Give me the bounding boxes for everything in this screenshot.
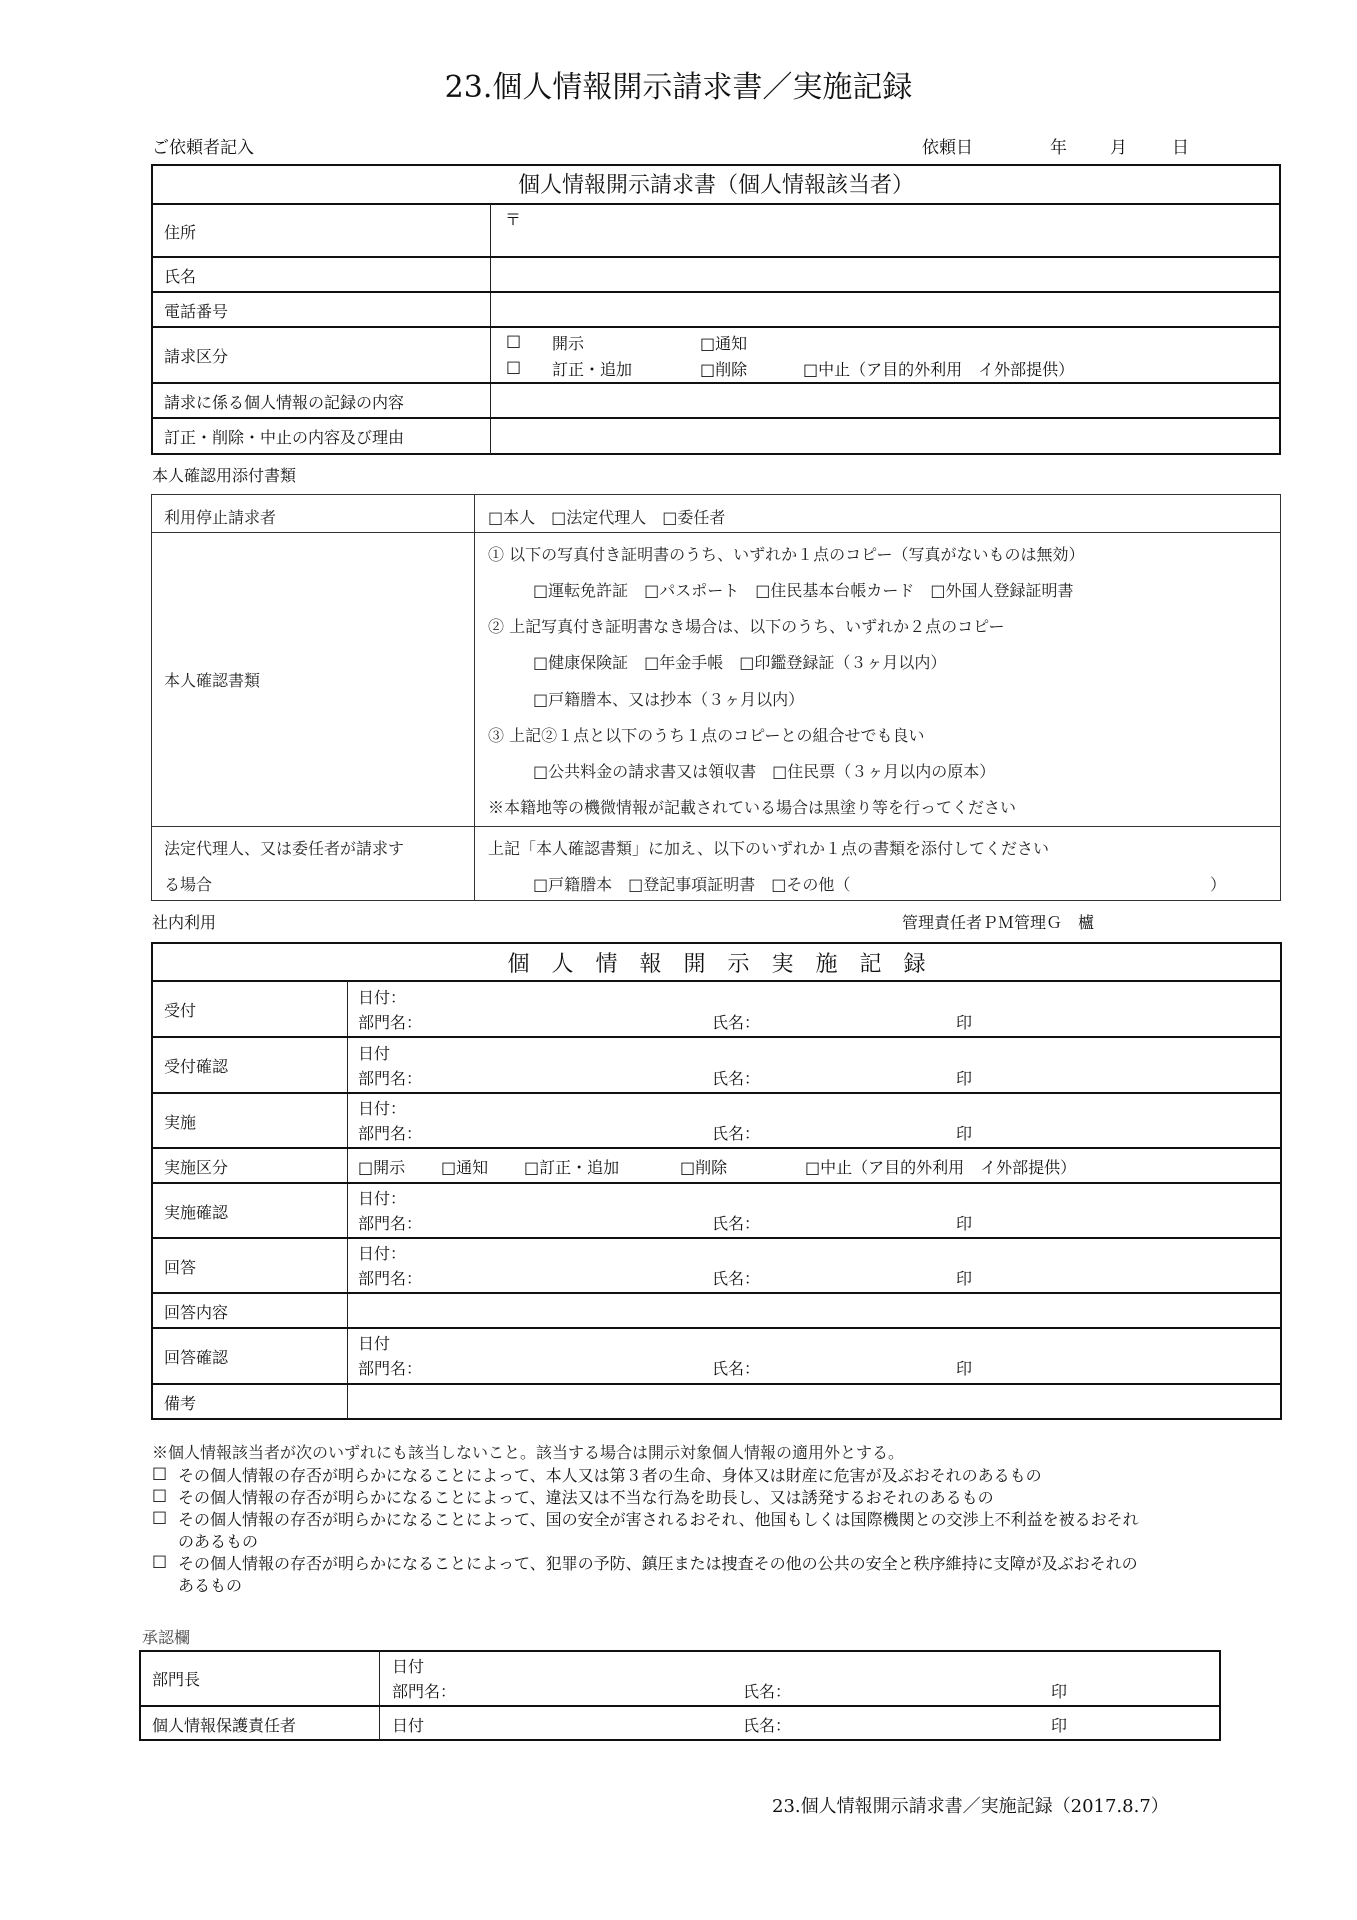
internal-use-heading: 社内利用 — [152, 913, 217, 932]
date-field[interactable]: 日付 — [392, 1657, 425, 1676]
record-table-title: 個 人 情 報 開 示 実 施 記 録 — [507, 952, 926, 977]
proxy-instruction: 上記「本人確認書類」に加え、以下のいずれか１点の書類を添付してください — [488, 839, 1049, 858]
remarks-field[interactable] — [352, 1387, 1277, 1416]
proxy-label-line2: る場合 — [164, 875, 213, 894]
date-field[interactable]: 日付： — [358, 1099, 407, 1118]
request-date-label: 依頼日 — [922, 138, 973, 158]
name-field[interactable]: 氏名： — [712, 1269, 761, 1288]
note-checkbox[interactable]: □ — [152, 1463, 168, 1482]
identity-docs-heading: 本人確認用添付書類 — [152, 466, 297, 485]
divider — [139, 1705, 1221, 1707]
name-field[interactable]: 氏名： — [743, 1716, 792, 1735]
id-doc-rule-3: ③ 上記②１点と以下のうち１点のコピーとの組合せでも良い — [488, 726, 925, 745]
date-field[interactable]: 日付： — [358, 1189, 407, 1208]
divider — [151, 1292, 1282, 1294]
seal-mark: 印 — [956, 1269, 973, 1288]
row-label-execution-confirm: 実施確認 — [164, 1203, 229, 1222]
checkbox-correct[interactable]: □ — [506, 357, 522, 376]
checkbox-suspend[interactable]: □中止（ア目的外利用 イ外部提供） — [803, 360, 1075, 379]
note-item-3: その個人情報の存否が明らかになることによって、国の安全が害されるおそれ、他国もしくは国際機関との交渉上不利益を被るおそれ — [178, 1510, 1139, 1529]
request-date-month[interactable]: 月 — [1110, 138, 1127, 158]
divider — [151, 1092, 1282, 1094]
requester-type-options[interactable]: □本人 □法定代理人 □委任者 — [488, 508, 726, 527]
dept-field[interactable]: 部門名： — [392, 1682, 457, 1701]
date-field[interactable]: 日付 — [392, 1716, 425, 1735]
divider — [347, 981, 348, 1419]
date-field[interactable]: 日付 — [358, 1044, 391, 1063]
seal-mark: 印 — [956, 1214, 973, 1233]
dept-field[interactable]: 部門名： — [358, 1269, 423, 1288]
id-doc-options-1[interactable]: □運転免許証 □パスポート □住民基本台帳カード □外国人登録証明書 — [533, 581, 1074, 600]
row-label-response-confirm: 回答確認 — [164, 1348, 229, 1367]
divider — [151, 1327, 1282, 1329]
name-field[interactable]: 氏名： — [712, 1013, 761, 1032]
row-label-execution-type: 実施区分 — [164, 1158, 229, 1177]
seal-mark: 印 — [1051, 1716, 1068, 1735]
id-doc-rule-1: ① 以下の写真付き証明書のうち、いずれか１点のコピー（写真がないものは無効） — [488, 545, 1085, 564]
note-item-2: その個人情報の存否が明らかになることによって、違法又は不当な行為を助長し、又は誘発するおそれのあるもの — [178, 1488, 994, 1507]
correction-reason-label: 訂正・削除・中止の内容及び理由 — [164, 428, 405, 447]
divider — [151, 532, 1281, 533]
request-table-title: 個人情報開示請求書（個人情報該当者） — [517, 173, 914, 198]
document-footer: 23.個人情報開示請求書／実施記録（2017.8.7） — [772, 1796, 1169, 1817]
manager-label: 管理責任者ＰＭ管理Ｇ 櫨 — [902, 913, 1095, 932]
checkbox-exec-disclose[interactable]: □開示 — [358, 1158, 406, 1177]
dept-field[interactable]: 部門名： — [358, 1013, 423, 1032]
seal-mark: 印 — [956, 1124, 973, 1143]
divider — [151, 256, 1281, 258]
id-doc-options-2b[interactable]: □戸籍謄本、又は抄本（３ヶ月以内） — [533, 690, 805, 709]
approval-dept-head-label: 部門長 — [152, 1670, 201, 1689]
date-field[interactable]: 日付： — [358, 988, 407, 1007]
divider — [151, 326, 1281, 328]
id-doc-options-2a[interactable]: □健康保険証 □年金手帳 □印鑑登録証（３ヶ月以内） — [533, 653, 947, 672]
name-field[interactable]: 氏名： — [712, 1124, 761, 1143]
proxy-other-close: ） — [1210, 875, 1227, 894]
row-label-reception: 受付 — [164, 1001, 197, 1020]
checkbox-exec-suspend[interactable]: □中止（ア目的外利用 イ外部提供） — [805, 1158, 1077, 1177]
requester-entry-label: ご依頼者記入 — [152, 138, 254, 158]
requester-type-label: 利用停止請求者 — [164, 508, 277, 527]
divider — [151, 382, 1281, 384]
notes-intro: ※個人情報該当者が次のいずれにも該当しないこと。該当する場合は開示対象個人情報の適用外とする。 — [152, 1443, 905, 1462]
divider — [151, 1237, 1282, 1239]
note-item-3-cont: のあるもの — [178, 1532, 259, 1551]
seal-mark: 印 — [956, 1013, 973, 1032]
dept-field[interactable]: 部門名： — [358, 1359, 423, 1378]
checkbox-disclose[interactable]: □ — [506, 331, 522, 350]
id-doc-note: ※本籍地等の機微情報が記載されている場合は黒塗り等を行ってください — [488, 798, 1017, 817]
divider — [379, 1651, 380, 1740]
divider — [151, 417, 1281, 419]
divider — [151, 1036, 1282, 1038]
request-type-label: 請求区分 — [164, 347, 229, 366]
name-field[interactable]: 氏名： — [743, 1682, 792, 1701]
row-label-remarks: 備考 — [164, 1394, 197, 1413]
proxy-doc-options[interactable]: □戸籍謄本 □登記事項証明書 □その他（ — [533, 875, 851, 894]
seal-mark: 印 — [956, 1359, 973, 1378]
checkbox-exec-notify[interactable]: □通知 — [441, 1158, 489, 1177]
option-disclose-label: 開示 — [552, 334, 585, 353]
divider — [151, 291, 1281, 293]
divider — [151, 826, 1281, 827]
phone-label: 電話番号 — [164, 302, 229, 321]
divider — [474, 495, 475, 900]
checkbox-exec-correct[interactable]: □訂正・追加 — [524, 1158, 620, 1177]
note-item-4-cont: あるもの — [178, 1576, 243, 1595]
divider — [151, 980, 1282, 982]
row-label-response-content: 回答内容 — [164, 1303, 229, 1322]
name-field[interactable]: 氏名： — [712, 1069, 761, 1088]
note-item-4: その個人情報の存否が明らかになることによって、犯罪の予防、鎮圧または捜査その他の公共の安全と秩序維持に支障が及ぶおそれの — [178, 1554, 1138, 1573]
checkbox-delete[interactable]: □削除 — [700, 360, 748, 379]
approval-privacy-officer-label: 個人情報保護責任者 — [152, 1716, 297, 1735]
checkbox-exec-delete[interactable]: □削除 — [680, 1158, 728, 1177]
dept-field[interactable]: 部門名： — [358, 1124, 423, 1143]
divider — [151, 1147, 1282, 1149]
option-correct-label: 訂正・追加 — [552, 360, 633, 379]
divider — [151, 203, 1281, 205]
note-checkbox[interactable]: □ — [152, 1551, 168, 1570]
request-date-day[interactable]: 日 — [1172, 138, 1189, 158]
dept-field[interactable]: 部門名： — [358, 1214, 423, 1233]
name-field[interactable] — [495, 294, 1275, 324]
address-label: 住所 — [164, 223, 197, 242]
id-doc-options-3[interactable]: □公共料金の請求書又は領収書 □住民票（３ヶ月以内の原本） — [533, 762, 996, 781]
response-content-field[interactable] — [352, 1296, 1277, 1325]
name-field[interactable]: 氏名： — [712, 1214, 761, 1233]
postal-mark[interactable]: 〒 — [505, 210, 522, 229]
proxy-label-line1: 法定代理人、又は委任者が請求す — [164, 839, 405, 858]
note-checkbox[interactable]: □ — [152, 1507, 168, 1526]
note-item-1: その個人情報の存否が明らかになることによって、本人又は第３者の生命、身体又は財産に危害が及ぶおそれのあるもの — [178, 1466, 1042, 1485]
seal-mark: 印 — [956, 1069, 973, 1088]
row-label-execution: 実施 — [164, 1113, 197, 1132]
id-docs-label: 本人確認書類 — [164, 671, 261, 690]
name-label: 氏名 — [164, 267, 197, 286]
seal-mark: 印 — [1051, 1682, 1068, 1701]
date-field[interactable]: 日付： — [358, 1244, 407, 1263]
document-title: 23.個人情報開示請求書／実施記録 — [444, 70, 913, 105]
approval-heading: 承認欄 — [142, 1628, 191, 1647]
note-checkbox[interactable]: □ — [152, 1485, 168, 1504]
name-field[interactable]: 氏名： — [712, 1359, 761, 1378]
id-doc-rule-2: ② 上記写真付き証明書なき場合は、以下のうち、いずれか２点のコピー — [488, 617, 1005, 636]
row-label-response: 回答 — [164, 1258, 197, 1277]
divider — [151, 1182, 1282, 1184]
checkbox-notify[interactable]: □通知 — [700, 334, 748, 353]
dept-field[interactable]: 部門名： — [358, 1069, 423, 1088]
request-date-year[interactable]: 年 — [1050, 138, 1067, 158]
divider — [151, 1383, 1282, 1385]
record-content-label: 請求に係る個人情報の記録の内容 — [164, 393, 405, 412]
row-label-reception-confirm: 受付確認 — [164, 1057, 229, 1076]
date-field[interactable]: 日付 — [358, 1334, 391, 1353]
